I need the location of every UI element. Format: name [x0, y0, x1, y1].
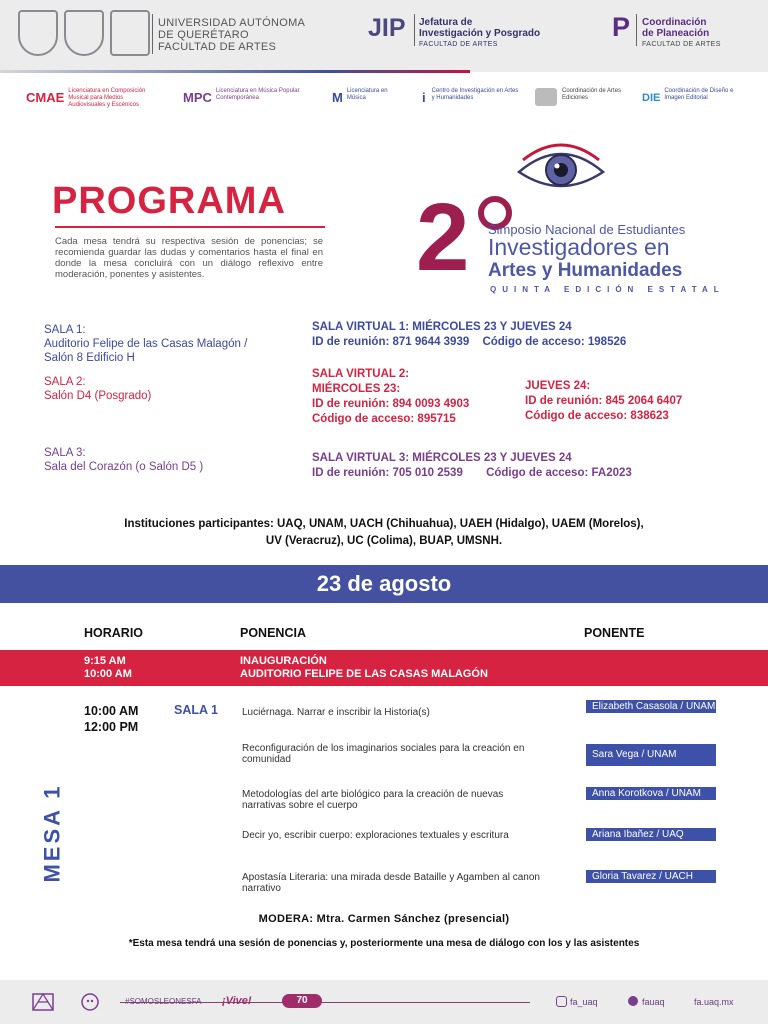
virtual2-day2-info — [525, 379, 682, 424]
jip-name — [419, 17, 540, 50]
speaker-badge: Gloria Tavarez / UACH — [586, 870, 716, 883]
divider — [152, 14, 153, 54]
sala-label: SALA 1: — [44, 324, 86, 336]
virtual-title: SALA VIRTUAL 1: MIÉRCOLES 23 Y JUEVES 24 — [312, 321, 572, 333]
logo-acronym: MPC — [183, 90, 212, 105]
meeting-id: ID de reunión: 871 9644 3939 — [312, 336, 470, 348]
virtual-title: SALA VIRTUAL 2: — [312, 368, 410, 380]
instagram-handle[interactable]: fa_uaq — [570, 997, 598, 1007]
header-horario: HORARIO — [84, 626, 144, 640]
intro-text: Cada mesa tendrá su respectiva sesión de ponencias; se recomienda guardar las dudas y comentarios hasta el final en donde la mesa concluirá con un diálogo reflexivo entre moderación, ponentes y asistentes. — [55, 236, 323, 280]
virtual2-info — [312, 367, 469, 427]
planeacion-name — [642, 17, 721, 50]
institutions-line: UV (Veracruz), UC (Colima), BUAP, UMSNH. — [265, 535, 503, 547]
meeting-id: ID de reunión: 845 2064 6407 — [525, 395, 683, 407]
access-code: Código de acceso: 895715 — [312, 413, 456, 425]
eye-icon — [515, 140, 607, 200]
sala-place: Sala del Corazón (o Salón D5 ) — [44, 461, 204, 473]
planeacion-p-letter: P — [612, 12, 631, 42]
logo-ediciones — [535, 88, 630, 106]
date-band: 23 de agosto — [0, 565, 768, 603]
logo-text: Licenciatura en Música Popular Contemporánea — [215, 88, 300, 101]
talk-title: Luciérnaga. Narrar e inscribir la Historia(s) — [242, 707, 430, 718]
speaker-badge: Sara Vega / UNAM — [586, 744, 716, 766]
facultad-artes-logo — [110, 10, 150, 56]
footer-hashtag: #SOMOSLEONESFA — [125, 997, 202, 1006]
anniversary-badge: 70 — [282, 994, 322, 1008]
header-accent-line — [0, 70, 470, 73]
sala2-info — [44, 375, 151, 403]
talk-title: Decir yo, escribir cuerpo: exploraciones textuales y escritura — [242, 830, 509, 841]
sala-label: SALA 2: — [44, 376, 86, 388]
jip-line: Investigación y Posgrado — [419, 28, 541, 39]
inauguration-label: INAUGURACIÓN — [240, 655, 327, 667]
facebook-icon — [628, 996, 638, 1006]
virtual1-info — [312, 320, 626, 350]
jip-line: Jefatura de — [419, 17, 473, 28]
university-name — [158, 17, 305, 53]
uaq-crest-logo — [64, 10, 104, 56]
talk-title: Reconfiguración de los imaginarios sociales para la creación en comunidad — [242, 743, 525, 765]
talk-title: Apostasía Literaria: una mirada desde Bataille y Agamben al canon narrativo — [242, 872, 540, 894]
jip-acronym: JIP — [368, 14, 406, 42]
facebook-handle[interactable]: fauaq — [642, 997, 665, 1007]
speaker-badge: Ariana Ibañez / UAQ — [586, 828, 716, 841]
time-end: 12:00 PM — [84, 720, 139, 734]
logo-text: Coordinación de Artes Ediciones — [562, 88, 622, 101]
logo-cmae — [26, 88, 156, 109]
virtual-day: MIÉRCOLES 23: — [312, 383, 401, 395]
logo-diseno — [642, 88, 747, 108]
meeting-id: ID de reunión: 705 010 2539 — [312, 467, 463, 479]
access-code: Código de acceso: FA2023 — [486, 467, 632, 479]
time-start: 10:00 AM — [84, 704, 139, 718]
inauguration-row — [0, 650, 768, 686]
access-code: Código de acceso: 838623 — [525, 410, 669, 422]
talk-title: Metodologías del arte biológico para la creación de nuevas narrativas sobre el cuerpo — [242, 789, 504, 811]
mesa-text: MESA 1 — [39, 783, 65, 883]
symposium-line3: Artes y Humanidades — [488, 260, 683, 281]
logo-acronym: CMAE — [26, 90, 65, 105]
logo-text: Coordinación de Diseño e Imagen Editorial — [664, 88, 734, 101]
footer-vive: ¡Vive! — [222, 995, 252, 1007]
access-code: Código de acceso: 198526 — [482, 336, 627, 348]
mesa-sala: SALA 1 — [174, 703, 218, 717]
logo-text: Centro de Investigación en Artes y Humanidades — [431, 88, 519, 101]
header-ponencia: PONENCIA — [240, 626, 306, 640]
speaker-badge: Elizabeth Casasola / UNAM — [586, 700, 716, 713]
title-underline — [55, 226, 325, 228]
logo-mpc — [183, 88, 313, 108]
logo-text: Licenciatura en Música — [346, 88, 388, 101]
coord-line: de Planeación — [642, 28, 710, 39]
symposium-line1: Simposio Nacional de Estudiantes — [488, 222, 686, 237]
logo-acronym: M — [332, 90, 343, 105]
mesa-label — [22, 778, 82, 888]
moderator: MODERA: Mtra. Carmen Sánchez (presencial) — [258, 913, 510, 925]
ediciones-icon — [535, 88, 557, 106]
symposium-line2: Investigadores en — [488, 234, 670, 260]
divider — [414, 14, 415, 46]
facultad-logo-icon — [32, 993, 54, 1011]
inauguration-place: AUDITORIO FELIPE DE LAS CASAS MALAGÓN — [240, 668, 488, 680]
time-start: 9:15 AM — [84, 655, 126, 667]
logo-acronym: DIE — [642, 92, 661, 104]
sala-label: SALA 3: — [44, 447, 86, 459]
sala3-info — [44, 446, 203, 474]
edition-number: 2 — [416, 184, 470, 291]
university-line: DE QUERÉTARO — [158, 29, 249, 41]
meeting-id: ID de reunión: 894 0093 4903 — [312, 398, 470, 410]
page-title: PROGRAMA — [52, 180, 286, 222]
institutions — [40, 516, 728, 550]
time-end: 10:00 AM — [84, 668, 132, 680]
university-line: FACULTAD DE ARTES — [158, 41, 277, 53]
logo-ciah — [422, 88, 522, 108]
website-link[interactable]: fa.uaq.mx — [694, 997, 734, 1007]
inauguration-time — [84, 655, 132, 681]
coord-line: FACULTAD DE ARTES — [642, 41, 721, 48]
inauguration-title — [240, 655, 488, 681]
university-line: UNIVERSIDAD AUTÓNOMA — [158, 17, 306, 29]
sala-place: Salón D4 (Posgrado) — [44, 390, 152, 402]
virtual-day: JUEVES 24: — [525, 380, 591, 392]
logo-acronym: i — [422, 90, 426, 105]
speaker-badge: Anna Korotkova / UNAM — [586, 787, 716, 800]
session-note: *Esta mesa tendrá una sesión de ponencias y, posteriormente una mesa de diálogo con los y las asistentes — [128, 938, 640, 949]
institutions-line: Instituciones participantes: UAQ, UNAM, UACH (Chihuahua), UAEH (Hidalgo), UAEM (Morelos), — [124, 518, 644, 530]
sala1-info — [44, 323, 259, 365]
virtual3-info — [312, 451, 632, 481]
uaq-shield-logo — [18, 10, 58, 56]
symposium-edition: QUINTA EDICIÓN ESTATAL — [490, 285, 725, 294]
logo-text: Licenciatura en Composición Musical para Medios Audiovisuales y Escénicos — [68, 88, 146, 108]
jip-line: FACULTAD DE ARTES — [419, 41, 498, 48]
header-ponente: PONENTE — [584, 626, 645, 640]
divider — [636, 14, 637, 46]
lion-icon — [80, 992, 100, 1012]
instagram-icon — [556, 996, 567, 1007]
coord-line: Coordinación — [642, 17, 707, 28]
virtual-title: SALA VIRTUAL 3: MIÉRCOLES 23 Y JUEVES 24 — [312, 452, 572, 464]
sala-place: Auditorio Felipe de las Casas Malagón / Salón 8 Edificio H — [44, 338, 248, 364]
mesa-time — [84, 703, 138, 735]
logo-musica — [332, 88, 402, 108]
